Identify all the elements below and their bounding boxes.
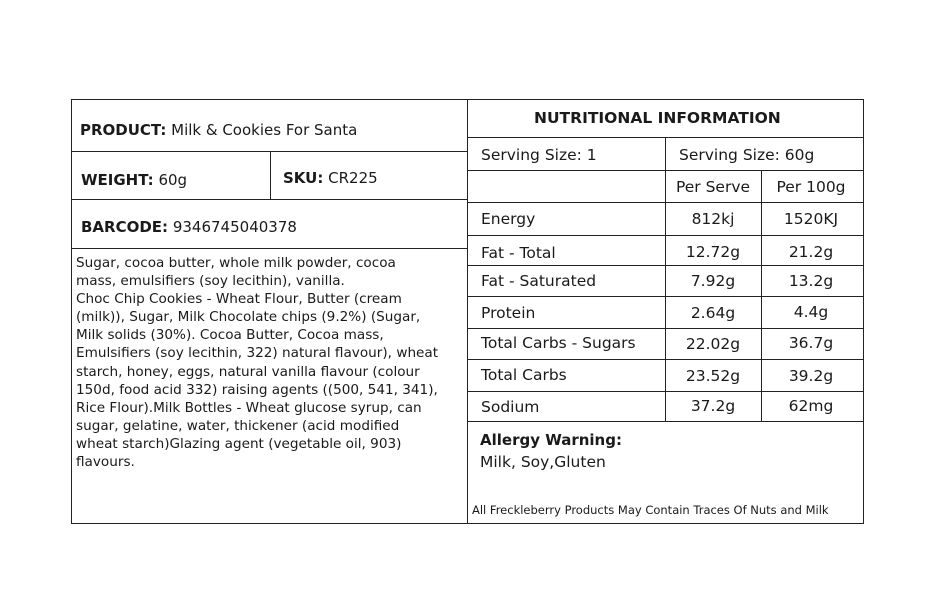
- nutrient-per-serve: 12.72g: [685, 243, 741, 261]
- nutrient-per-100g: 13.2g: [788, 272, 834, 290]
- nutrient-name: Fat - Total: [481, 244, 556, 262]
- nutrient-name: Fat - Saturated: [481, 272, 597, 290]
- product-label: PRODUCT:: [80, 121, 167, 139]
- nutrient-per-serve: 2.64g: [690, 304, 736, 322]
- barcode-value: 9346745040378: [172, 218, 297, 236]
- divider-barcode: [71, 248, 467, 249]
- sku-row: [283, 169, 378, 187]
- column-divider: [467, 99, 468, 524]
- weight-label: WEIGHT:: [81, 171, 154, 189]
- divider-weight-sku: [270, 151, 271, 199]
- nutrient-name: Sodium: [481, 398, 540, 416]
- weight-row: [81, 171, 187, 189]
- allergy-value: Milk, Soy,Gluten: [480, 453, 606, 471]
- divider-weight: [71, 199, 467, 200]
- allergy-note: All Freckleberry Products May Contain Traces Of Nuts and Milk: [472, 503, 829, 517]
- nutrient-per-100g: 21.2g: [788, 243, 834, 261]
- nutrient-per-serve: 22.02g: [685, 335, 741, 353]
- nutrition-title: NUTRITIONAL INFORMATION: [534, 109, 781, 127]
- divider-product: [71, 151, 467, 152]
- nutrient-per-serve: 23.52g: [685, 367, 741, 385]
- product-name: Milk & Cookies For Santa: [171, 121, 358, 139]
- sku-label: SKU:: [283, 169, 324, 187]
- nutrient-name: Energy: [481, 210, 536, 228]
- serving-size-grams: Serving Size: 60g: [679, 146, 815, 164]
- barcode-label: BARCODE:: [81, 218, 169, 236]
- nutrient-per-serve: 37.2g: [690, 397, 736, 415]
- nutrient-per-serve: 812kj: [691, 210, 735, 228]
- weight-value: 60g: [158, 171, 188, 189]
- product-row: [80, 121, 357, 139]
- allergy-label: Allergy Warning:: [480, 431, 622, 449]
- nutrient-per-100g: 4.4g: [793, 303, 829, 321]
- nutrient-per-100g: 62mg: [788, 397, 834, 415]
- nutrient-per-serve: 7.92g: [690, 272, 736, 290]
- divider-row: [467, 421, 864, 422]
- sku-value: CR225: [328, 169, 378, 187]
- nutrient-name: Total Carbs - Sugars: [481, 334, 636, 352]
- ingredients-text: Sugar, cocoa butter, whole milk powder, cocoa mass, emulsifiers (soy lecithin), vanilla. Choc Chip Cookies - Wheat Flour, Butter (cream (milk)), Sugar, Milk Chocolate chips (9.2%) (Sugar, Milk solids (30%). Cocoa Butter, Cocoa mass, Emulsifiers (soy lecithin, 322) natural flavour), wheat starch, honey, eggs, natural vanilla flavour (colour 150d, food acid 332) raising agents ((500, 541, 341), Rice Flour).Milk Bottles - Wheat glucose syrup, can sugar, gelatine, water, thickener (acid modified wheat starch)Glazing agent (vegetable oil, 903) flavours.: [76, 255, 439, 471]
- header-per-100g: Per 100g: [776, 178, 846, 196]
- header-per-serve: Per Serve: [675, 178, 751, 196]
- nutrient-per-100g: 39.2g: [788, 367, 834, 385]
- nutrient-name: Total Carbs: [481, 366, 567, 384]
- barcode-row: [81, 218, 297, 236]
- nutrient-name: Protein: [481, 304, 536, 322]
- nutrient-per-100g: 36.7g: [788, 334, 834, 352]
- serving-size: Serving Size: 1: [481, 146, 597, 164]
- nutrient-per-100g: 1520KJ: [783, 210, 839, 228]
